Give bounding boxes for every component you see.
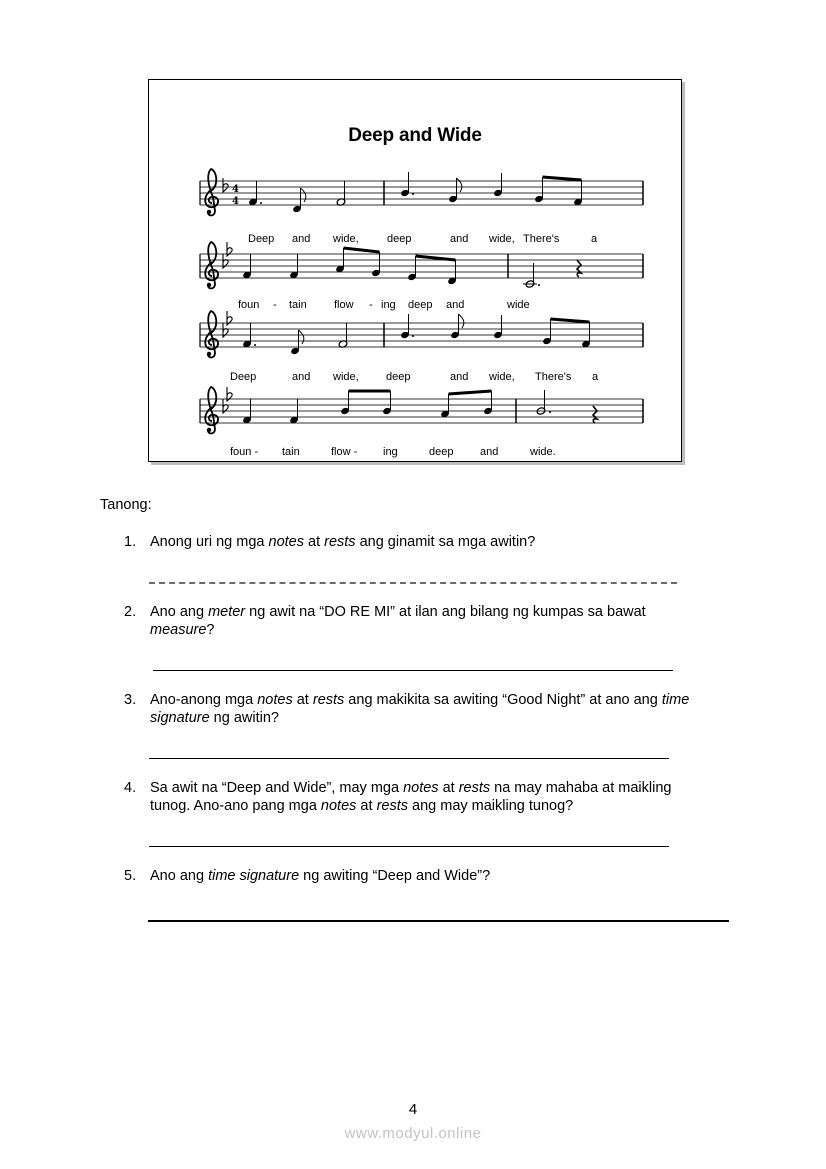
text-run: Ano ang [150, 604, 209, 620]
lyric: ing [381, 299, 396, 311]
lyric: tain [282, 446, 300, 458]
lyric: deep [387, 233, 412, 245]
emphasized-term: time signature [208, 868, 300, 884]
lyric: wide, [489, 371, 515, 383]
lyric: and [292, 233, 311, 245]
music-score-figure [148, 79, 682, 462]
staff-system-1 [200, 169, 643, 216]
lyric: deep [408, 299, 433, 311]
lyric: - [273, 299, 277, 311]
watermark: www.modyul.online [344, 1125, 482, 1142]
text-run: ng awitin? [209, 710, 279, 726]
lyric: a [592, 371, 599, 383]
text-run: Sa awit na “Deep and Wide”, may mga [150, 780, 404, 796]
lyric: - [369, 299, 373, 311]
question-number: 3. [124, 692, 137, 708]
question-number: 4. [124, 780, 137, 796]
lyric: wide, [333, 233, 359, 245]
text-run: tunog. Ano-ano pang mga [150, 798, 321, 814]
text-run: ng awiting “Deep and Wide”? [299, 868, 491, 884]
lyric: flow [334, 299, 354, 311]
lyric: flow - [331, 446, 358, 458]
question-number: 5. [124, 868, 137, 884]
lyric: deep [386, 371, 411, 383]
question-text [150, 533, 730, 551]
emphasized-term: measure [150, 622, 207, 638]
emphasized-term: notes [320, 798, 357, 814]
music-notation [149, 80, 681, 461]
text-run: Anong uri ng mga [150, 534, 269, 550]
lyric: foun [238, 299, 260, 311]
text-run: ang makikita sa awiting “Good Night” at ano ang [344, 692, 662, 708]
lyric: foun - [230, 446, 259, 458]
emphasized-term: rests [376, 798, 408, 814]
text-run: ng awit na “DO RE MI” at ilan ang bilang ng kumpas sa bawat [245, 604, 646, 620]
emphasized-term: notes [268, 534, 304, 550]
lyric: and [450, 233, 469, 245]
lyric: wide. [530, 446, 556, 458]
lyric: Deep [230, 371, 257, 383]
text-run: at [292, 692, 313, 708]
staff-system-2 [200, 242, 643, 289]
lyric: and [450, 371, 469, 383]
text-run: Ano-anong mga [150, 692, 258, 708]
page-number: 4 [408, 1101, 418, 1118]
lyric: tain [289, 299, 307, 311]
lyric: wide [507, 299, 530, 311]
emphasized-term: meter [208, 604, 246, 620]
emphasized-term: rests [324, 534, 356, 550]
svg-text:4: 4 [232, 184, 239, 195]
question-number: 2. [124, 604, 137, 620]
text-run: na may mahaba at maikling [490, 780, 672, 796]
lyric: There's [535, 371, 572, 383]
text-run: Ano ang [150, 868, 209, 884]
text-run: ang ginamit sa mga awitin? [355, 534, 536, 550]
emphasized-term: rests [458, 780, 491, 796]
emphasized-term: signature [150, 710, 210, 726]
question-number: 1. [124, 534, 137, 550]
question-text [150, 691, 730, 727]
text-run: ? [206, 622, 215, 638]
lyric: Deep [248, 233, 275, 245]
text-run: at [438, 780, 459, 796]
text-run: at [356, 798, 377, 814]
lyric: ing [383, 446, 398, 458]
svg-text:4: 4 [232, 196, 239, 207]
answer-line-3[interactable] [149, 758, 669, 759]
lyric: wide, [333, 371, 359, 383]
emphasized-term: notes [403, 780, 439, 796]
answer-line-2[interactable] [153, 670, 673, 671]
staff-system-3 [200, 311, 643, 358]
staff-system-4 [200, 387, 643, 434]
score-title: Deep and Wide [348, 125, 482, 146]
lyric: deep [429, 446, 454, 458]
answer-line-4[interactable] [149, 846, 669, 847]
answer-line-5[interactable] [148, 920, 729, 922]
question-text [150, 867, 730, 885]
lyric: and [292, 371, 311, 383]
question-text [150, 603, 730, 639]
text-run: at [303, 534, 325, 550]
lyric: and [480, 446, 499, 458]
lyric: There's [523, 233, 560, 245]
questions-heading: Tanong: [100, 497, 152, 513]
answer-line-1[interactable] [149, 582, 677, 584]
lyric: wide, [489, 233, 515, 245]
lyric: and [446, 299, 465, 311]
question-text [150, 779, 730, 815]
text-run: ang may maikling tunog? [407, 798, 574, 814]
lyric: a [591, 233, 598, 245]
emphasized-term: notes [257, 692, 293, 708]
emphasized-term: rests [312, 692, 345, 708]
emphasized-term: time [661, 692, 690, 708]
